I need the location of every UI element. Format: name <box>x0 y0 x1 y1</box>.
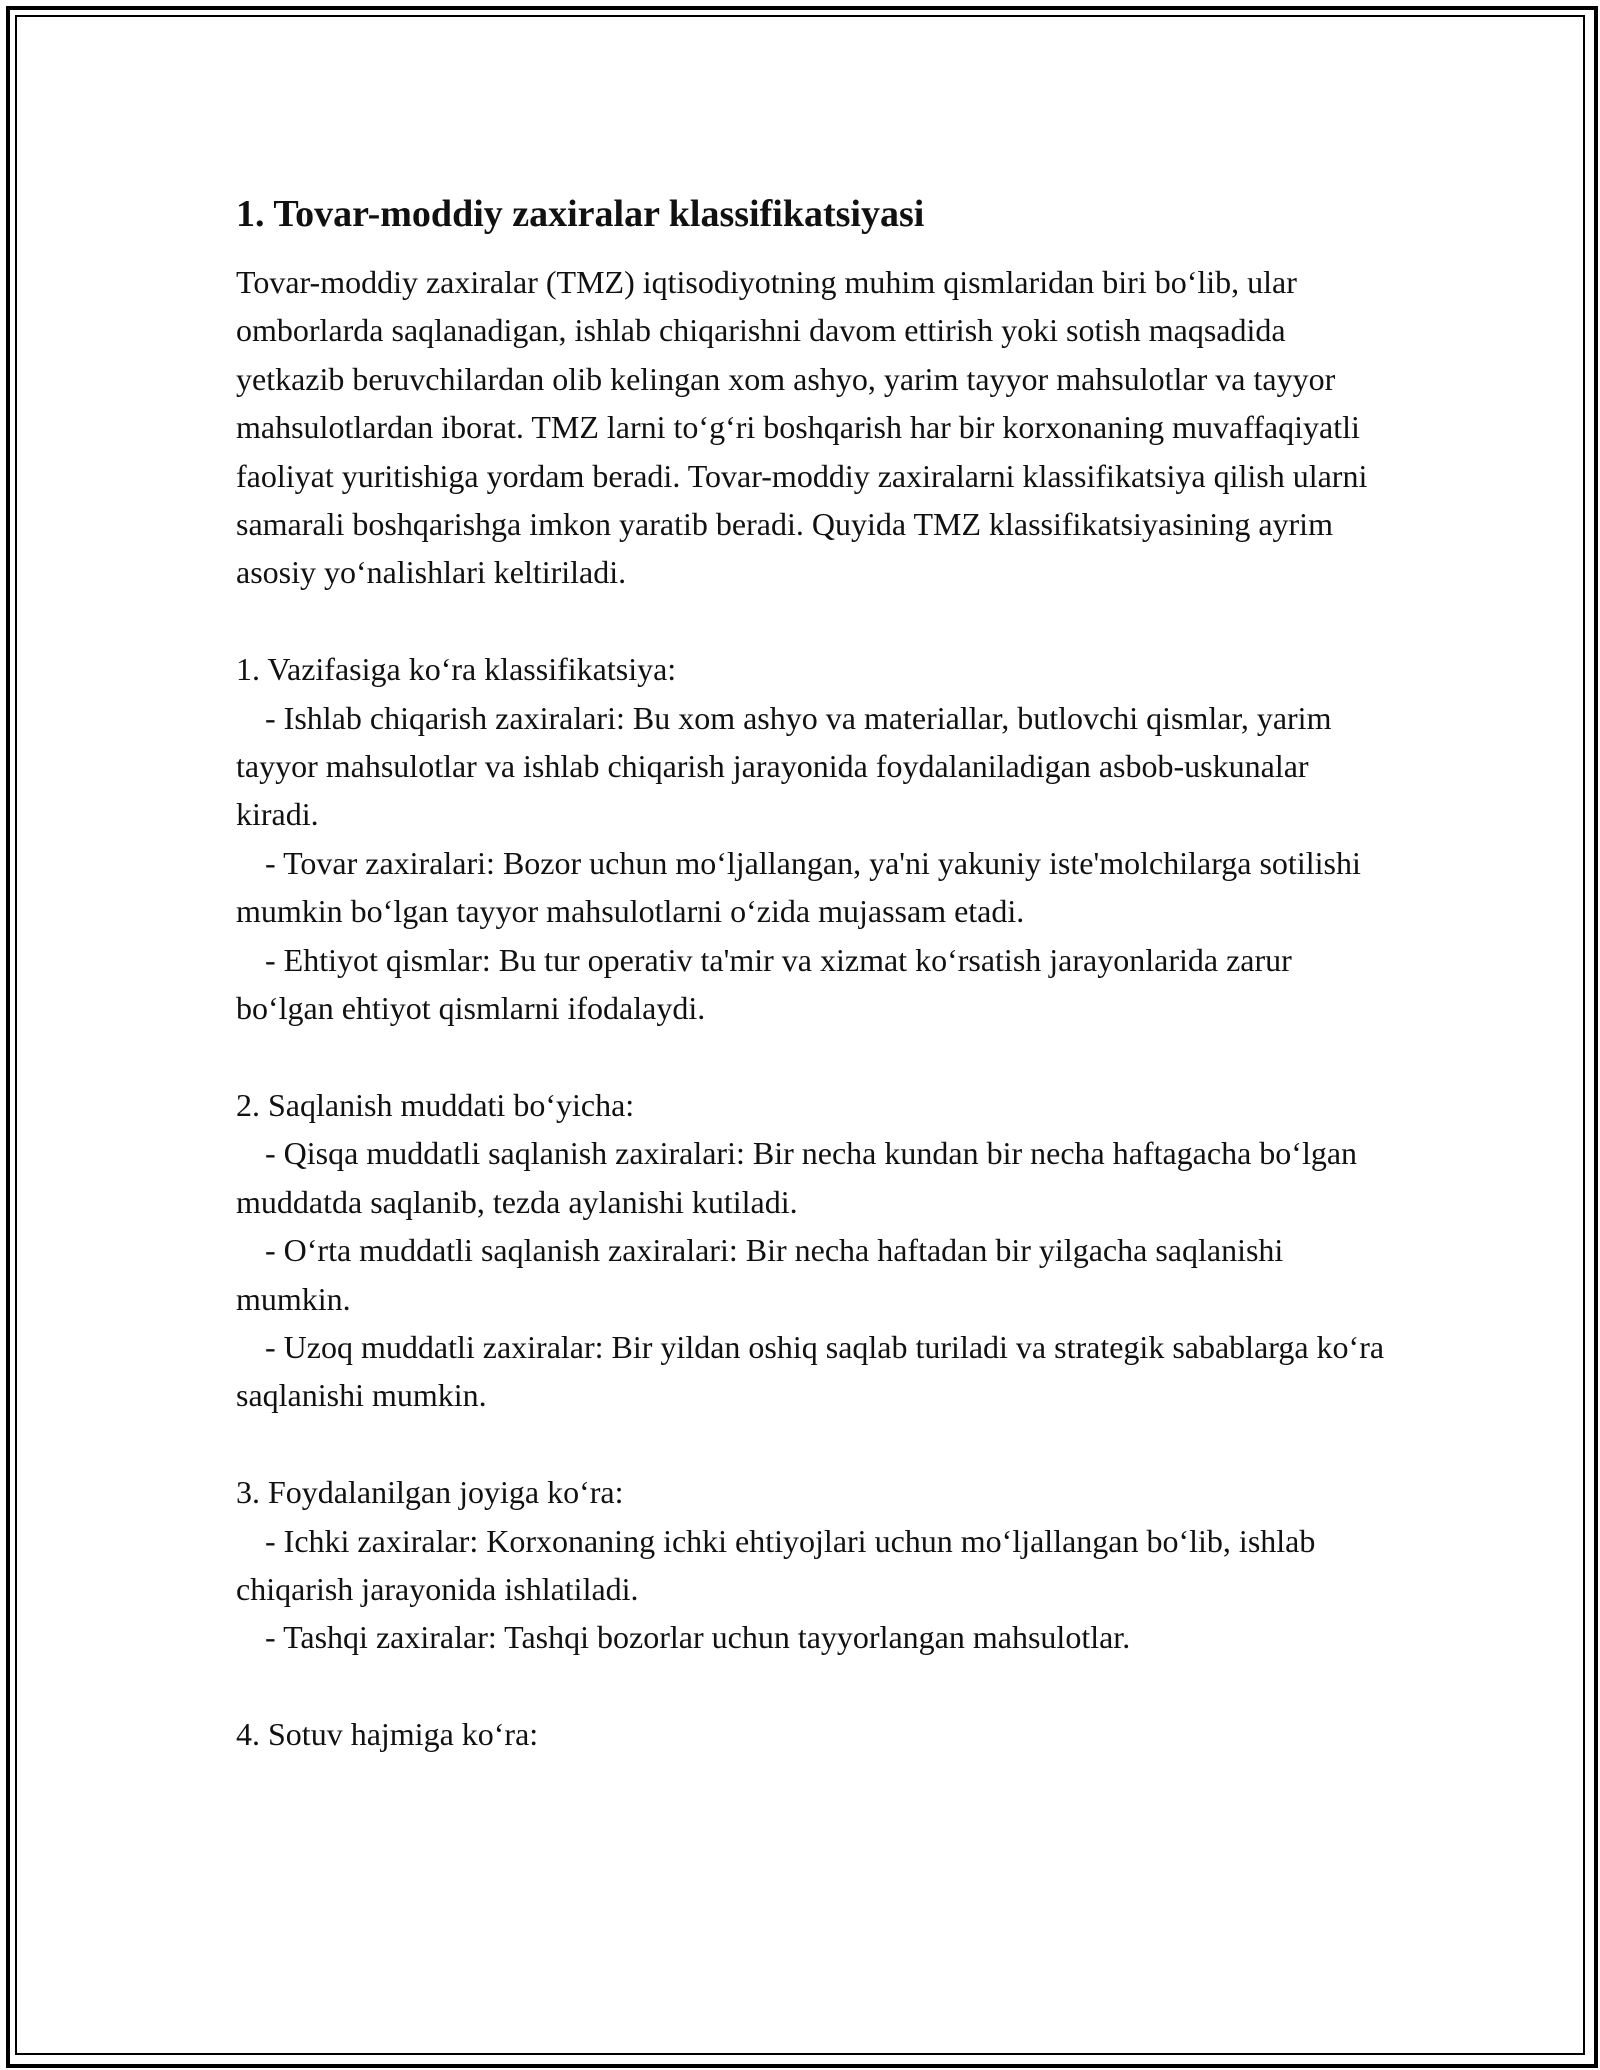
list-item: - Ishlab chiqarish zaxiralari: Bu xom ashyo va materiallar, butlovchi qismlar, yarim tayyor mahsulotlar va ishlab chiqarish jarayonida foydalaniladigan asbob-uskunalar kiradi. <box>236 699 1332 833</box>
document-title: 1. Tovar-moddiy zaxiralar klassifikatsiyasi <box>236 193 925 235</box>
document-body <box>236 188 1386 1759</box>
section-heading: 2. Saqlanish muddati bo‘yicha: <box>236 1086 635 1123</box>
section-by-storage-period <box>236 1081 1386 1420</box>
section-by-place-of-use <box>236 1468 1386 1662</box>
list-item: - Uzoq muddatli zaxiralar: Bir yildan oshiq saqlab turiladi va strategik sabablarga ko‘ra saqlanishi mumkin. <box>236 1328 1385 1414</box>
section-heading: 1. Vazifasiga ko‘ra klassifikatsiya: <box>236 651 677 688</box>
list-item: - Ehtiyot qismlar: Bu tur operativ ta'mir va xizmat ko‘rsatish jarayonlarida zarur bo‘lgan ehtiyot qismlarni ifodalaydi. <box>236 941 1292 1027</box>
section-heading: 4. Sotuv hajmiga ko‘ra: <box>236 1716 539 1753</box>
list-item: - Tovar zaxiralari: Bozor uchun mo‘ljallangan, ya'ni yakuniy iste'molchilarga sotilishi mumkin bo‘lgan tayyor mahsulotlarni o‘zida mujassam etadi. <box>236 844 1361 930</box>
list-item: - Ichki zaxiralar: Korxonaning ichki ehtiyojlari uchun mo‘ljallangan bo‘lib, ishlab chiqarish jarayonida ishlatiladi. <box>236 1522 1316 1607</box>
section-heading: 3. Foydalanilgan joyiga ko‘ra: <box>236 1474 624 1511</box>
intro-paragraph: Tovar-moddiy zaxiralar (TMZ) iqtisodiyotning muhim qismlaridan biri bo‘lib, ular omborlarda saqlanadigan, ishlab chiqarishni davom ettirish yoki sotish maqsadida yetkazib beruvchilardan olib kelingan xom ashyo, yarim tayyor mahsulotlar va tayyor mahsulotlardan iborat. TMZ larni to‘g‘ri boshqarish har bir korxonaning muvaffaqiyatli faoliyat yuritishiga yordam beradi. Tovar-moddiy zaxiralarni klassifikatsiya qilish ularni samarali boshqarishga imkon yaratib beradi. Quyida TMZ klassifikatsiyasining ayrim asosiy yo‘nalishlari keltiriladi. <box>236 264 1368 591</box>
list-item: - O‘rta muddatli saqlanish zaxiralari: Bir necha haftadan bir yilgacha saqlanishi mumkin. <box>236 1232 1284 1317</box>
section-by-sales-volume <box>236 1710 1386 1758</box>
list-item: - Qisqa muddatli saqlanish zaxiralari: Bir necha kundan bir necha haftagacha bo‘lgan muddatda saqlanib, tezda aylanishi kutiladi. <box>236 1135 1358 1220</box>
list-item: - Tashqi zaxiralar: Tashqi bozorlar uchun tayyorlangan mahsulotlar. <box>265 1619 1131 1656</box>
section-by-function <box>236 645 1386 1032</box>
